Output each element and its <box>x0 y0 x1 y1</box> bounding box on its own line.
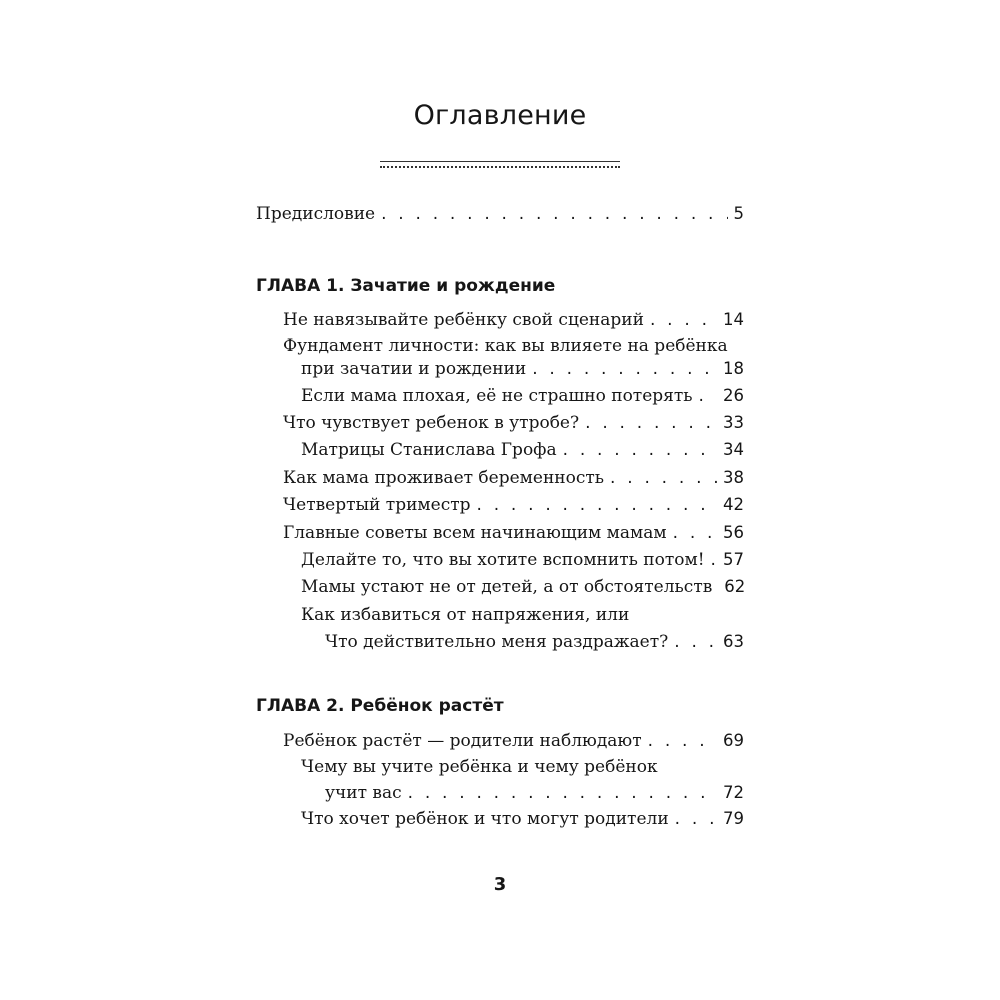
toc-page-number: 14 <box>723 310 744 329</box>
toc-page-number: 34 <box>723 440 744 459</box>
toc-entry-label-line1[interactable]: Чему вы учите ребёнка и чему ребёнок <box>301 757 658 777</box>
toc-page-number: 56 <box>723 523 744 542</box>
toc-entry[interactable] <box>283 412 744 434</box>
toc-entry[interactable] <box>283 522 744 544</box>
dot-leader <box>650 309 717 331</box>
page-number: 3 <box>493 874 507 895</box>
toc-entry-label-line1[interactable]: Фундамент личности: как вы влияете на ребёнка <box>283 336 728 356</box>
toc-page-number: 63 <box>723 632 744 651</box>
toc-entry-label: Мамы устают не от детей, а от обстоятельств <box>301 577 713 597</box>
toc-entry-label: Матрицы Станислава Грофа <box>301 440 557 460</box>
chapter-2-heading: ГЛАВА 2. Ребёнок растёт <box>256 696 504 716</box>
toc-page-number: 79 <box>723 809 744 828</box>
dot-leader <box>711 549 717 571</box>
dot-leader <box>408 782 717 804</box>
dot-leader <box>477 494 718 516</box>
toc-entry[interactable] <box>301 576 744 598</box>
dot-leader <box>610 467 717 489</box>
dot-leader <box>585 412 717 434</box>
toc-entry-label: Делайте то, что вы хотите вспомнить потом! <box>301 550 705 570</box>
toc-entry-label: Если мама плохая, её не страшно потерять <box>301 386 693 406</box>
chapter-1-heading: ГЛАВА 1. Зачатие и рождение <box>256 276 556 296</box>
dot-leader <box>675 808 717 830</box>
toc-page-number: 69 <box>723 731 744 750</box>
toc-page-number: 38 <box>723 468 744 487</box>
toc-entry-label: Что чувствует ребенок в утробе? <box>283 413 580 433</box>
toc-entry-label: Ребёнок растёт — родители наблюдают <box>283 731 642 751</box>
toc-entry[interactable] <box>325 631 744 653</box>
dot-leader <box>563 439 717 461</box>
toc-entry-label-line1[interactable]: Как избавиться от напряжения, или <box>301 605 630 625</box>
toc-entry-label-line2: учит вас <box>325 783 402 803</box>
toc-page-number: 33 <box>723 413 744 432</box>
toc-entry-label: Главные советы всем начинающим мамам <box>283 523 667 543</box>
dot-leader <box>648 730 717 752</box>
divider-dotted-line <box>380 166 620 168</box>
toc-entry[interactable] <box>283 467 744 489</box>
toc-page-number: 62 <box>724 577 746 596</box>
dot-leader <box>381 203 727 225</box>
title-divider <box>380 158 620 170</box>
toc-page-number: 5 <box>733 204 744 223</box>
toc-entry[interactable] <box>301 549 744 571</box>
toc-entry[interactable] <box>283 730 744 752</box>
toc-page-number: 72 <box>723 783 744 802</box>
toc-page-number: 57 <box>723 550 744 569</box>
toc-entry[interactable] <box>301 808 744 830</box>
toc-entry-label: Не навязывайте ребёнку свой сценарий <box>283 310 644 330</box>
toc-page-number: 26 <box>723 386 744 405</box>
toc-entry-label: Что хочет ребёнок и что могут родители <box>301 809 669 829</box>
toc-entry-label-line2: при зачатии и рождении <box>301 359 527 379</box>
toc-entry[interactable] <box>283 494 744 516</box>
divider-solid-line <box>380 161 620 162</box>
dot-leader <box>674 631 717 653</box>
dot-leader <box>673 522 717 544</box>
dot-leader <box>532 358 717 380</box>
toc-entry-label-line2: Что действительно меня раздражает? <box>325 632 669 652</box>
toc-entry-label: Как мама проживает беременность <box>283 468 605 488</box>
toc-entry[interactable] <box>301 385 744 407</box>
page-title: Оглавление <box>413 100 587 131</box>
toc-entry[interactable] <box>301 358 744 380</box>
toc-entry-label: Предисловие <box>256 204 376 224</box>
toc-entry-label: Четвертый триместр <box>283 495 471 515</box>
toc-page-number: 18 <box>723 359 744 378</box>
toc-entry-preface[interactable] <box>256 203 744 225</box>
toc-entry[interactable] <box>283 309 744 331</box>
dot-leader <box>699 385 717 407</box>
toc-entry[interactable] <box>325 782 744 804</box>
toc-page-number: 42 <box>723 495 744 514</box>
toc-entry[interactable] <box>301 439 744 461</box>
